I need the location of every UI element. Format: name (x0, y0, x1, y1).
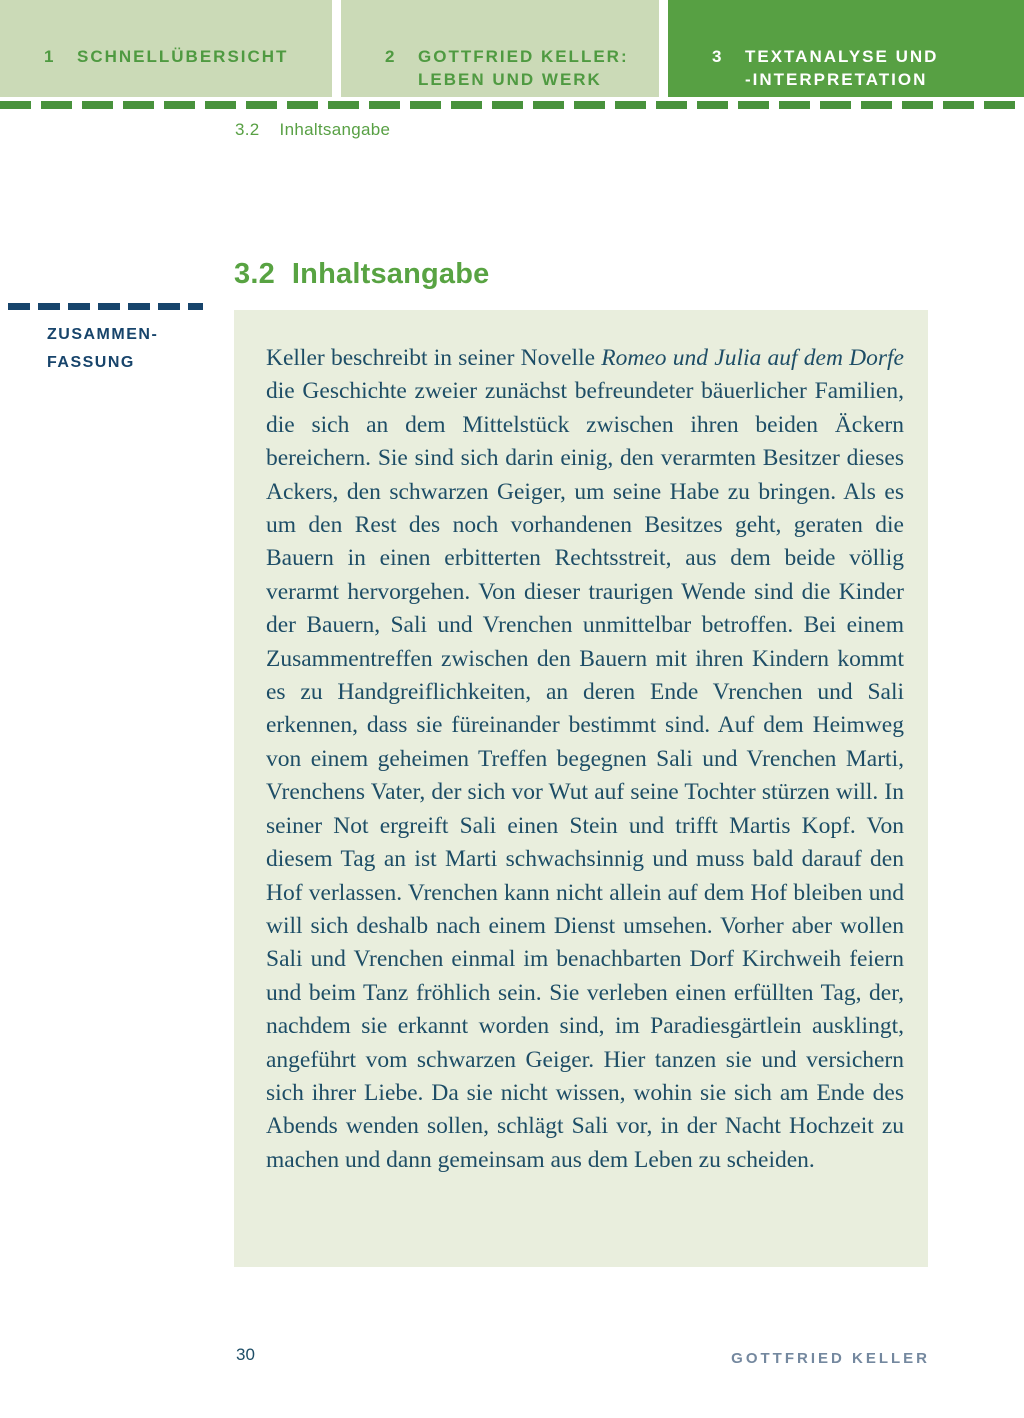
footer-book-title: GOTTFRIED KELLER (731, 1350, 930, 1367)
header-dashed-rule (0, 101, 1024, 109)
breadcrumb-label: Inhaltsangabe (279, 120, 391, 139)
tab-gottfried-keller-leben-und-werk[interactable] (341, 0, 659, 97)
breadcrumb-number: 3.2 (235, 120, 260, 139)
novella-title: Romeo und Julia auf dem Dorfe (601, 345, 904, 371)
tab-label: GOTTFRIED KELLER: LEBEN UND WERK (418, 47, 629, 89)
tab-number: 2 (385, 47, 397, 66)
section-title-text: Inhaltsangabe (291, 258, 490, 291)
tab-label: TEXTANALYSE UND -INTERPRETATION (745, 47, 939, 89)
page-title (234, 258, 490, 291)
page-number: 30 (236, 1345, 255, 1364)
tab-number: 1 (44, 47, 56, 66)
tab-label: SCHNELLÜBERSICHT (77, 47, 289, 66)
tab-schnelluebersicht[interactable] (0, 0, 332, 97)
section-number: 3.2 (234, 258, 275, 291)
tab-textanalyse-und-interpretation-active[interactable] (668, 0, 1024, 97)
summary-box (234, 310, 928, 1267)
summary-segment-before: Keller beschreibt in seiner Novelle (266, 345, 602, 371)
summary-paragraph (266, 342, 904, 1177)
summary-segment-after: die Geschichte zweier zunächst befreundeter bäuerlicher Familien, die sich an dem Mittelstück zwischen ihren beiden Äckern bereichern. Sie sind sich darin einig, den verarmten Besitzer dieses Ackers, den schwarzen Geiger, um seine Habe zu bringen. Als es um den Rest des noch vorhandenen Besitzes geht, geraten die Bauern in einen erbitterten Rechtsstreit, aus dem beide völlig verarmt hervorgehen. Von dieser traurigen Wende sind die Kinder der Bauern, Sali und Vrenchen unmittelbar betroffen. Bei einem Zusammentreffen zwischen den Bauern mit ihren Kindern kommt es zu Handgreiflichkeiten, an deren Ende Vrenchen und Sali erkennen, dass sie füreinander bestimmt sind. Auf dem Heimweg von einem geheimen Treffen begegnen Sali und Vrenchen Marti, Vrenchens Vater, der sich vor Wut auf seine Tochter stürzen will. In seiner Not ergreift Sali einen Stein und trifft Martis Kopf. Von diesem Tag an ist Marti schwachsinnig und muss bald darauf den Hof verlassen. Vrenchen kann nicht allein auf dem Hof bleiben und will sich deshalb nach einem Dienst umsehen. Vorher aber wollen Sali und Vrenchen einmal im benachbarten Dorf Kirchweih feiern und beim Tanz fröhlich sein. Sie verleben einen erfüllten Tag, der, nachdem sie erkannt worden sind, im Paradiesgärtlein ausklingt, angeführt vom schwarzen Geiger. Hier tanzen sie und versichern sich ihrer Liebe. Da sie nicht wissen, wohin sie sich am Ende des Abends wenden sollen, schlägt Sali vor, in der Nacht Hochzeit zu machen und dann gemeinsam aus dem Leben zu scheiden. (266, 378, 904, 1173)
breadcrumb (235, 120, 390, 140)
tab-number: 3 (712, 47, 724, 66)
margin-dashed-rule (8, 303, 203, 310)
margin-label-zusammenfassung: ZUSAMMEN- FASSUNG (47, 326, 159, 371)
